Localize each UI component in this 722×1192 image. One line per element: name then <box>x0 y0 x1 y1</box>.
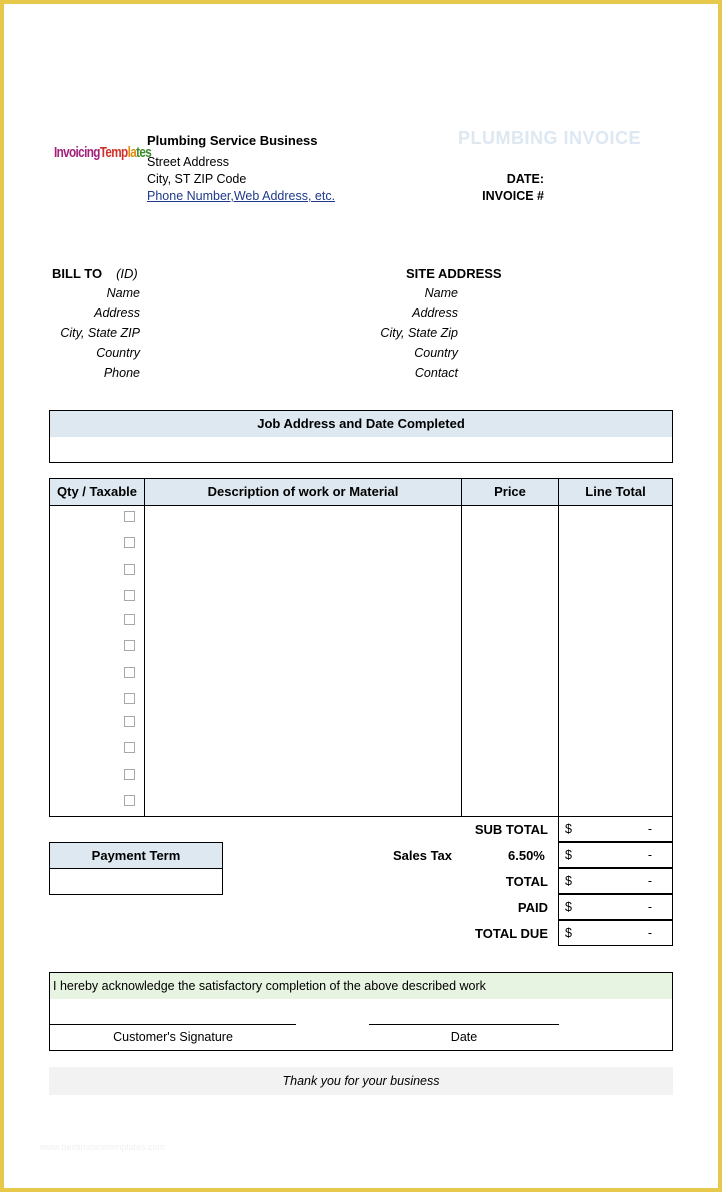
total-due-value: - <box>647 926 652 940</box>
date-label: DATE: <box>506 172 544 186</box>
description-header: Description of work or Material <box>145 479 461 505</box>
business-street: Street Address <box>147 155 229 169</box>
acknowledgement-text: I hereby acknowledge the satisfactory completion of the above described work <box>50 973 672 999</box>
subtotal-value: - <box>647 822 652 836</box>
taxable-checkbox[interactable] <box>124 716 135 727</box>
taxable-checkbox[interactable] <box>124 769 135 780</box>
taxable-checkbox[interactable] <box>124 614 135 625</box>
business-name: Plumbing Service Business <box>147 133 318 148</box>
items-table <box>49 478 673 817</box>
invoice-title: PLUMBING INVOICE <box>458 128 642 148</box>
site-address-label: Address <box>412 306 458 320</box>
taxable-checkbox[interactable] <box>124 537 135 548</box>
thank-you-banner: Thank you for your business <box>49 1067 673 1095</box>
bill-to-country-label: Country <box>96 346 140 360</box>
sales-tax-cell <box>558 842 673 868</box>
taxable-checkbox[interactable] <box>124 590 135 601</box>
paid-label: PAID <box>517 900 548 915</box>
sales-tax-label: Sales Tax <box>393 848 453 863</box>
description-field[interactable] <box>145 506 461 816</box>
watermark-text: www.bestinvoicetemplates.com <box>40 1142 166 1152</box>
total-due-cell <box>558 920 673 946</box>
subtotal-label: SUB TOTAL <box>474 822 548 837</box>
total-label: TOTAL <box>505 874 548 889</box>
taxable-checkbox[interactable] <box>124 511 135 522</box>
business-city: City, ST ZIP Code <box>147 172 247 186</box>
taxable-checkbox[interactable] <box>124 742 135 753</box>
job-address-field[interactable] <box>50 437 672 462</box>
bill-to-phone-label: Phone <box>103 366 140 380</box>
bill-to-address-label: Address <box>94 306 140 320</box>
currency-symbol: $ <box>565 900 572 914</box>
signature-date-label: Date <box>450 1030 478 1044</box>
subtotal-cell <box>558 816 673 842</box>
bill-to-heading: BILL TO (ID) <box>52 266 138 281</box>
site-city-label: City, State Zip <box>380 326 458 340</box>
currency-symbol: $ <box>565 848 572 862</box>
bill-to-city-label: City, State ZIP <box>60 326 140 340</box>
qty-taxable-header: Qty / Taxable <box>50 479 144 505</box>
total-due-label: TOTAL DUE <box>475 926 548 941</box>
site-country-label: Country <box>414 346 458 360</box>
sales-tax-rate[interactable]: 6.50% <box>508 848 545 863</box>
currency-symbol: $ <box>565 926 572 940</box>
price-header: Price <box>462 479 558 505</box>
line-total-header: Line Total <box>559 479 672 505</box>
bill-to-id-label: (ID) <box>116 266 138 281</box>
business-contact-link[interactable]: Phone Number,Web Address, etc. <box>147 189 336 203</box>
paid-value: - <box>647 900 652 914</box>
signature-date-line[interactable] <box>369 1024 559 1025</box>
payment-term-box <box>49 842 223 895</box>
job-address-heading: Job Address and Date Completed <box>50 411 672 437</box>
bill-to-name-label: Name <box>106 286 140 300</box>
total-cell <box>558 868 673 894</box>
currency-symbol: $ <box>565 822 572 836</box>
taxable-checkbox[interactable] <box>124 667 135 678</box>
taxable-checkbox[interactable] <box>124 640 135 651</box>
taxable-checkbox[interactable] <box>124 693 135 704</box>
site-name-label: Name <box>424 286 458 300</box>
col-divider-3 <box>558 479 559 816</box>
site-contact-label: Contact <box>414 366 458 380</box>
currency-symbol: $ <box>565 874 572 888</box>
site-address-heading: SITE ADDRESS <box>406 266 502 281</box>
taxable-checkbox[interactable] <box>124 564 135 575</box>
taxable-checkbox[interactable] <box>124 795 135 806</box>
invoicing-templates-logo: InvoicingTemplates <box>54 144 152 161</box>
payment-term-heading: Payment Term <box>50 843 222 868</box>
customer-signature-label: Customer's Signature <box>113 1030 233 1044</box>
price-field[interactable] <box>462 506 558 816</box>
signature-line[interactable] <box>50 1024 296 1025</box>
paid-cell[interactable] <box>558 894 673 920</box>
sales-tax-value: - <box>647 848 652 862</box>
total-value: - <box>647 874 652 888</box>
payment-term-field[interactable] <box>50 869 222 894</box>
invoice-number-label: INVOICE # <box>482 189 544 203</box>
job-address-box <box>49 410 673 463</box>
